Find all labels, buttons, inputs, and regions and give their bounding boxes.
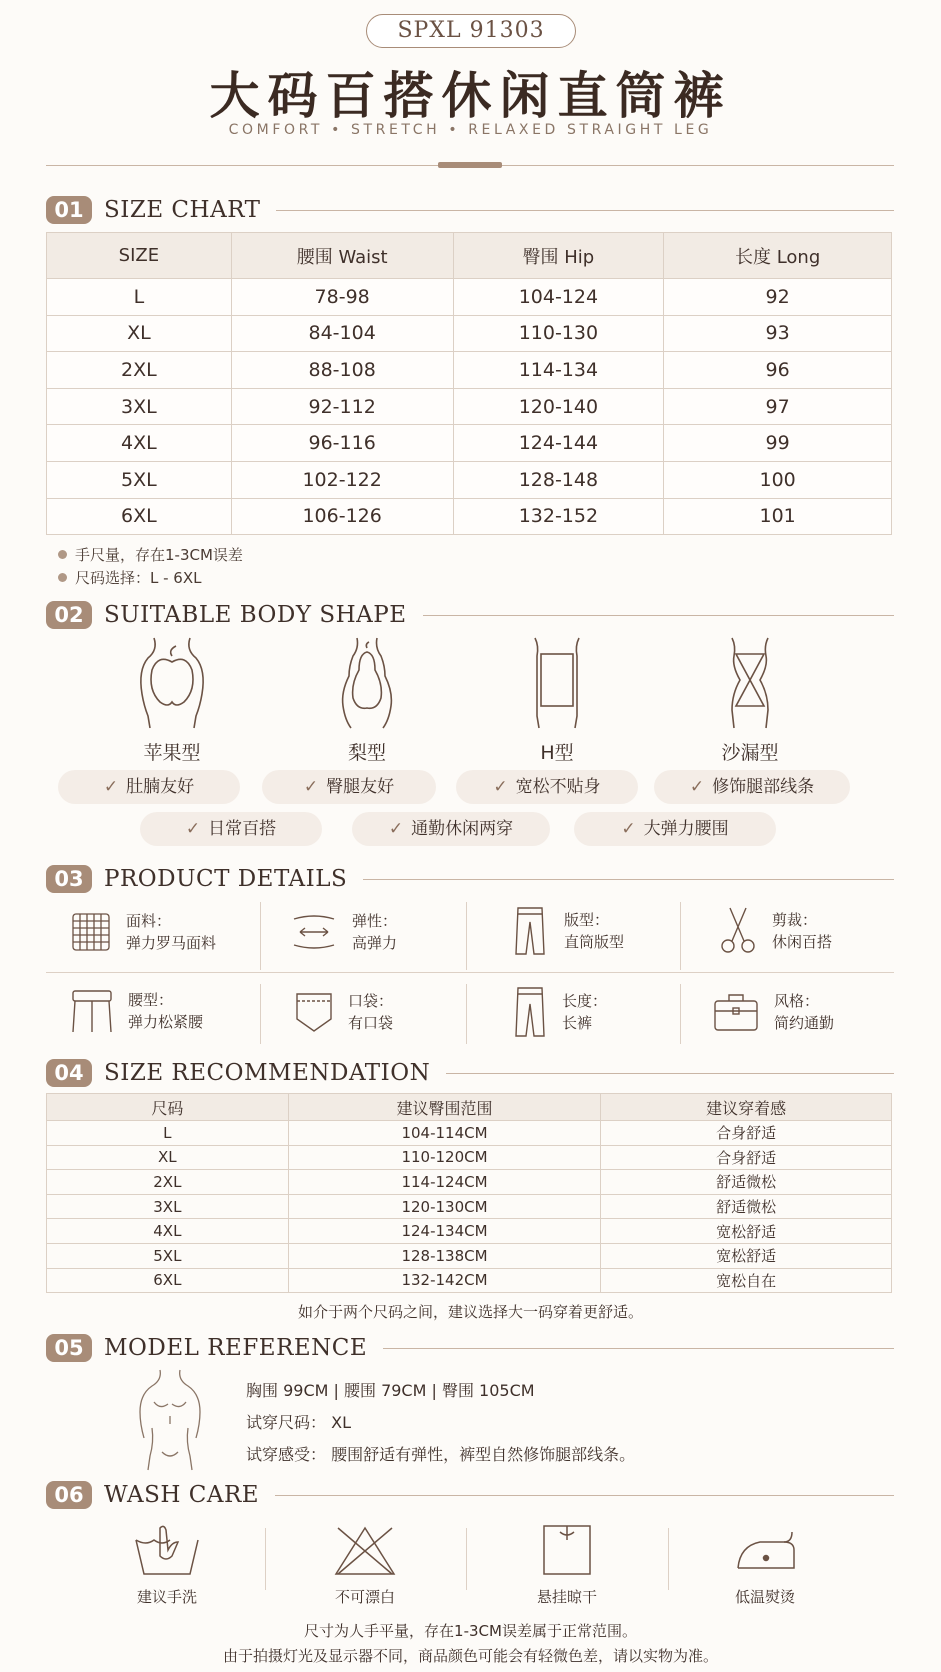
section-header-size-chart [46, 195, 894, 225]
table-cell: 128-138CM [288, 1243, 601, 1268]
care-hang-dry [492, 1522, 642, 1607]
section-number: 03 [46, 865, 92, 893]
product-code-badge: SPXL 91303 [366, 14, 576, 48]
section-rule [446, 1073, 894, 1074]
table-row [47, 352, 892, 389]
care-hand-wash [92, 1522, 242, 1607]
size-advice-note: 如介于两个尺码之间，建议选择大一码穿着更舒适。 [297, 1303, 643, 1321]
table-cell: 合身舒适 [601, 1121, 892, 1146]
tag-label: 通勤休闲两穿 [411, 819, 514, 839]
section-header-body-shape [46, 600, 894, 630]
table-cell: 124-144 [453, 425, 664, 462]
body-shape-apple [92, 636, 252, 765]
feature-tag [654, 770, 850, 804]
detail-value: 休闲百搭 [772, 933, 833, 951]
table-row [47, 279, 892, 316]
body-shape-pear [287, 636, 447, 765]
table-cell: 104-114CM [288, 1121, 601, 1146]
model-feel-label: 试穿感受： [246, 1445, 327, 1464]
section-header-wash-care [46, 1480, 894, 1510]
table-cell: 88-108 [231, 352, 453, 389]
apple-shape-icon [132, 636, 212, 730]
waistband-icon [70, 988, 114, 1034]
check-icon: ✓ [103, 777, 119, 797]
section-rule [276, 210, 894, 211]
table-row [47, 1243, 892, 1268]
shape-label: H型 [540, 742, 574, 764]
divider [680, 902, 681, 970]
table-cell: 宽松舒适 [601, 1243, 892, 1268]
feature-tag [262, 770, 436, 804]
detail-value: 有口袋 [348, 1014, 394, 1032]
h-shape-icon [517, 636, 597, 730]
section-number: 04 [46, 1059, 92, 1087]
feature-tag [574, 812, 776, 846]
detail-value: 长裤 [562, 1014, 593, 1032]
tag-label: 宽松不贴身 [515, 777, 601, 797]
table-cell: 114-124CM [288, 1170, 601, 1195]
detail-label: 版型： [564, 911, 610, 929]
table-cell: 宽松自在 [601, 1268, 892, 1293]
table-row [47, 1145, 892, 1170]
care-label: 悬挂晾干 [536, 1588, 597, 1606]
divider [466, 1528, 467, 1590]
table-row [47, 498, 892, 535]
table-cell: 3XL [47, 388, 232, 425]
table-cell: 102-122 [231, 461, 453, 498]
footer-note-measurement: 尺寸为人手平量，存在1-3CM误差属于正常范围。 [304, 1622, 637, 1640]
detail-label: 口袋： [348, 992, 394, 1010]
section-number: 05 [46, 1334, 92, 1362]
section-number: 06 [46, 1481, 92, 1509]
section-rule [363, 879, 894, 880]
section-title: PRODUCT DETAILS [104, 866, 348, 892]
detail-fabric [70, 910, 216, 954]
table-cell: 宽松舒适 [601, 1219, 892, 1244]
check-icon: ✓ [493, 777, 508, 797]
detail-style [712, 990, 834, 1034]
tag-label: 修饰腿部线条 [712, 777, 815, 797]
detail-length [512, 986, 607, 1038]
check-icon: ✓ [303, 777, 319, 797]
table-cell: 132-142CM [288, 1268, 601, 1293]
page-subtitle: COMFORT • STRETCH • RELAXED STRAIGHT LEG [228, 122, 713, 138]
model-body-icon [130, 1368, 210, 1472]
detail-pocket [294, 990, 393, 1034]
table-cell: 4XL [47, 1219, 289, 1244]
table-cell: 96-116 [231, 425, 453, 462]
table-cell: 93 [664, 315, 892, 352]
section-title: MODEL REFERENCE [104, 1335, 368, 1361]
divider [466, 984, 467, 1044]
divider-accent [438, 162, 502, 168]
table-cell: 2XL [47, 352, 232, 389]
section-title: SIZE CHART [104, 197, 261, 223]
table-cell: 110-120CM [288, 1145, 601, 1170]
tag-label: 大弹力腰围 [643, 819, 729, 839]
section-header-model-reference [46, 1333, 894, 1363]
table-cell: 110-130 [453, 315, 664, 352]
table-row [47, 1268, 892, 1293]
column-header: 臀围 Hip [453, 233, 664, 279]
bullet-dot [58, 550, 67, 559]
table-header-row [47, 1094, 892, 1121]
pants-icon [510, 906, 550, 956]
table-row [47, 388, 892, 425]
divider [680, 984, 681, 1044]
detail-label: 面料： [126, 912, 172, 930]
table-cell: XL [47, 315, 232, 352]
section-title: SIZE RECOMMENDATION [104, 1060, 431, 1086]
care-no-bleach [290, 1522, 440, 1607]
divider [260, 984, 261, 1044]
table-cell: 106-126 [231, 498, 453, 535]
table-row [47, 461, 892, 498]
model-size [246, 1410, 351, 1433]
table-cell: 114-134 [453, 352, 664, 389]
body-shape-h [477, 636, 637, 765]
feature-tag [456, 770, 638, 804]
table-cell: 84-104 [231, 315, 453, 352]
note-text: 手尺量，存在1-3CM误差 [75, 546, 243, 564]
model-measurements: 胸围 99CM | 腰围 79CM | 臀围 105CM [246, 1381, 535, 1400]
table-row [47, 1170, 892, 1195]
section-header-size-recommendation [46, 1058, 894, 1088]
feature-tag [352, 812, 550, 846]
column-header: 腰围 Waist [231, 233, 453, 279]
tag-label: 臀腿友好 [326, 777, 395, 797]
model-size-value: XL [331, 1413, 351, 1432]
detail-value: 高弹力 [352, 934, 398, 952]
care-low-iron [690, 1522, 840, 1607]
table-cell: 101 [664, 498, 892, 535]
table-row [47, 315, 892, 352]
table-cell: 120-140 [453, 388, 664, 425]
table-cell: 92 [664, 279, 892, 316]
column-header: SIZE [47, 233, 232, 279]
size-recommendation-table [46, 1093, 892, 1293]
model-feel [246, 1442, 635, 1465]
section-title: SUITABLE BODY SHAPE [104, 602, 407, 628]
model-size-label: 试穿尺码： [246, 1413, 327, 1432]
detail-value: 弹力松紧腰 [128, 1013, 204, 1031]
page-title: 大码百搭休闲直筒裤 [209, 67, 732, 125]
table-cell: 124-134CM [288, 1219, 601, 1244]
table-cell: 6XL [47, 498, 232, 535]
divider [466, 902, 467, 970]
check-icon: ✓ [388, 819, 404, 839]
note-text: 尺码选择：L - 6XL [75, 569, 202, 587]
column-header: 尺码 [47, 1094, 289, 1121]
table-cell: XL [47, 1145, 289, 1170]
care-label: 低温熨烫 [734, 1588, 795, 1606]
section-rule [423, 615, 894, 616]
section-number: 01 [46, 196, 92, 224]
footer-note-color: 由于拍摄灯光及显示器不同，商品颜色可能会有轻微色差，请以实物为准。 [222, 1647, 718, 1665]
divider [265, 1528, 266, 1590]
detail-label: 弹性： [352, 912, 398, 930]
low-iron-icon [730, 1522, 800, 1578]
detail-stretch [290, 910, 397, 954]
section-number: 02 [46, 601, 92, 629]
table-cell: 120-130CM [288, 1194, 601, 1219]
check-icon: ✓ [689, 777, 705, 797]
section-rule [383, 1348, 894, 1349]
detail-value: 简约通勤 [774, 1014, 835, 1032]
bullet-dot [58, 573, 67, 582]
section-title: WASH CARE [104, 1482, 260, 1508]
column-header: 建议臀围范围 [288, 1094, 601, 1121]
table-cell: 104-124 [453, 279, 664, 316]
hang-dry-icon [532, 1522, 602, 1578]
check-icon: ✓ [185, 819, 201, 839]
shape-label: 沙漏型 [721, 742, 779, 764]
table-cell: 78-98 [231, 279, 453, 316]
table-cell: 2XL [47, 1170, 289, 1195]
feature-tag [140, 812, 322, 846]
care-label: 不可漂白 [334, 1588, 395, 1606]
detail-label: 剪裁： [772, 911, 818, 929]
section-rule [275, 1495, 894, 1496]
table-row [47, 1219, 892, 1244]
detail-label: 风格： [774, 992, 820, 1010]
table-cell: 6XL [47, 1268, 289, 1293]
table-cell: 舒适微松 [601, 1170, 892, 1195]
size-range-note [58, 567, 201, 588]
hand-wash-icon [132, 1522, 202, 1578]
long-pants-icon [512, 986, 548, 1038]
care-label: 建议手洗 [136, 1588, 197, 1606]
table-row [47, 1194, 892, 1219]
table-cell: 97 [664, 388, 892, 425]
table-cell: 100 [664, 461, 892, 498]
shape-label: 梨型 [347, 742, 386, 764]
tag-label: 肚腩友好 [126, 777, 195, 797]
column-header: 长度 Long [664, 233, 892, 279]
divider [260, 902, 261, 970]
no-bleach-icon [330, 1522, 400, 1578]
table-cell: 3XL [47, 1194, 289, 1219]
body-shape-hourglass [670, 636, 830, 765]
table-cell: 99 [664, 425, 892, 462]
table-cell: 92-112 [231, 388, 453, 425]
table-cell: 5XL [47, 1243, 289, 1268]
check-icon: ✓ [621, 819, 636, 839]
table-cell: L [47, 1121, 289, 1146]
table-cell: 舒适微松 [601, 1194, 892, 1219]
pear-shape-icon [327, 636, 407, 730]
tag-label: 日常百搭 [208, 819, 277, 839]
detail-fit [510, 906, 624, 956]
hourglass-shape-icon [710, 636, 790, 730]
detail-label: 长度： [562, 992, 608, 1010]
column-header: 建议穿着感 [601, 1094, 892, 1121]
detail-waist [70, 988, 203, 1034]
table-cell: 132-152 [453, 498, 664, 535]
briefcase-icon [712, 991, 760, 1033]
model-feel-value: 腰围舒适有弹性，裤型自然修饰腿部线条。 [331, 1445, 636, 1464]
table-row [47, 1121, 892, 1146]
divider [668, 1528, 669, 1590]
fabric-icon [70, 911, 112, 953]
table-cell: 合身舒适 [601, 1145, 892, 1170]
table-cell: 5XL [47, 461, 232, 498]
divider [46, 972, 894, 973]
size-chart-table [46, 232, 892, 535]
table-cell: 128-148 [453, 461, 664, 498]
stretch-icon [290, 911, 338, 953]
table-cell: 96 [664, 352, 892, 389]
table-cell: 4XL [47, 425, 232, 462]
measurement-note [58, 544, 243, 565]
table-row [47, 425, 892, 462]
detail-cut [718, 906, 832, 956]
detail-label: 腰型： [128, 991, 174, 1009]
scissors-icon [718, 906, 758, 956]
shape-label: 苹果型 [143, 742, 201, 764]
feature-tag [58, 770, 240, 804]
section-header-product-details [46, 864, 894, 894]
table-header-row [47, 233, 892, 279]
table-cell: L [47, 279, 232, 316]
detail-value: 弹力罗马面料 [126, 934, 217, 952]
pocket-icon [294, 991, 334, 1033]
detail-value: 直筒版型 [564, 933, 625, 951]
